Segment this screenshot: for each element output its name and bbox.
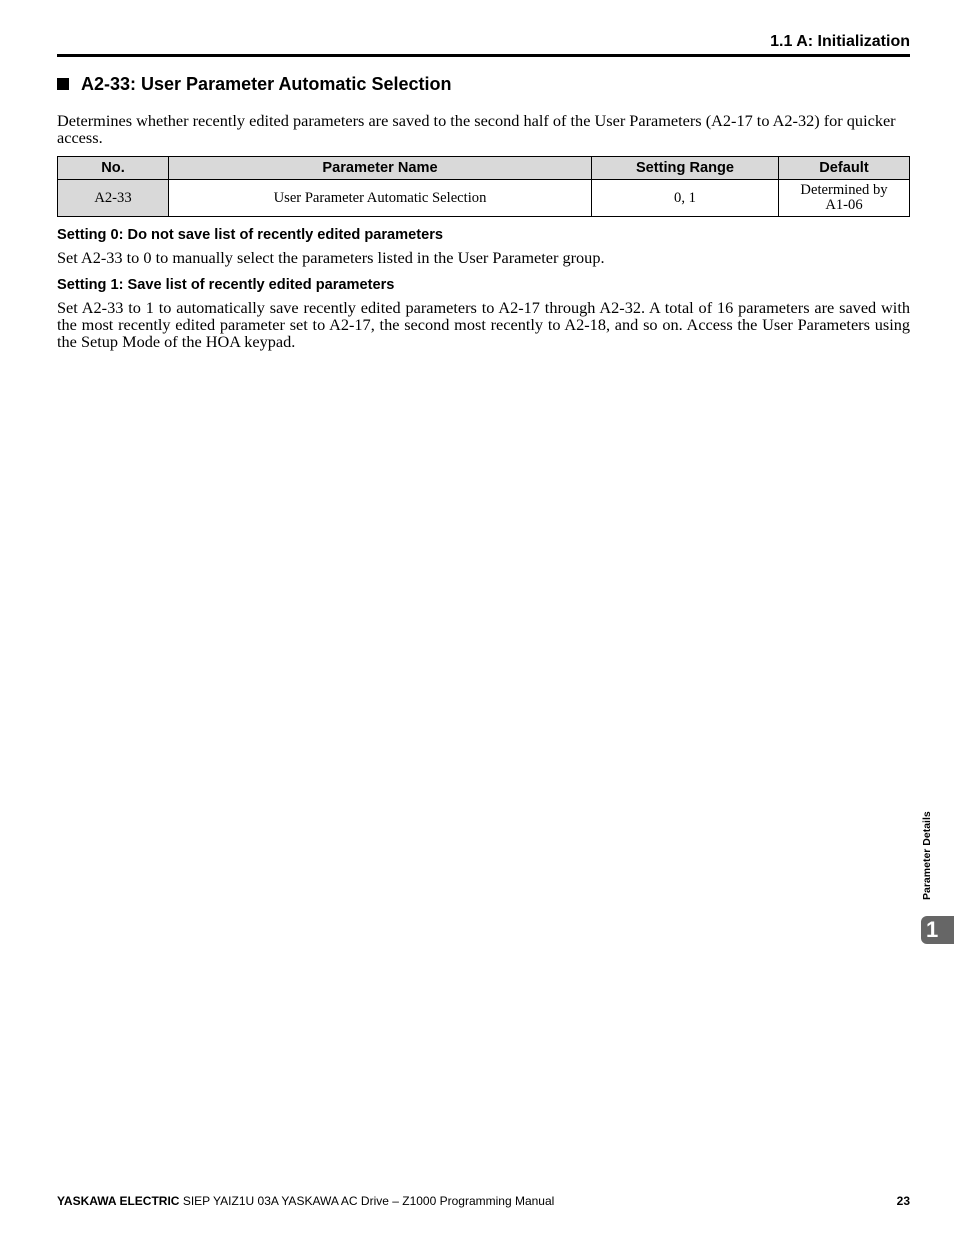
chapter-tab: 1 <box>921 916 954 944</box>
column-header: Default <box>779 157 910 180</box>
cell-parameter-name: User Parameter Automatic Selection <box>169 180 592 217</box>
setting-1-text: Set A2-33 to 1 to automatically save recently edited parameters to A2-17 through A2-32. A total of 16 parameters are saved with the most recently edited parameter set to A2-17, the second most recently to A2-18, and so on. Access the User Parameters using the Setup Mode of the HOA keypad. <box>57 298 910 351</box>
intro-paragraph: Determines whether recently edited parameters are saved to the second half of the User Parameters (A2-17 to A2-32) for quicker access. <box>57 111 896 147</box>
column-header: Setting Range <box>592 157 779 180</box>
table-header-row <box>58 157 910 180</box>
header-rule <box>57 54 910 57</box>
setting-0-text: Set A2-33 to 0 to manually select the parameters listed in the User Parameter group. <box>57 248 605 267</box>
column-header: Parameter Name <box>169 157 592 180</box>
footer-document-title: SIEP YAIZ1U 03A YASKAWA AC Drive – Z1000 Programming Manual <box>182 1194 555 1208</box>
cell-parameter-no: A2-33 <box>58 180 169 217</box>
cell-setting-range: 0, 1 <box>592 180 779 217</box>
parameter-table <box>57 156 910 217</box>
side-tab-label: Parameter Details <box>921 811 933 900</box>
section-title <box>57 74 451 95</box>
column-header: No. <box>58 157 169 180</box>
cell-default <box>779 180 910 217</box>
running-header: 1.1 A: Initialization <box>770 33 910 50</box>
section-title-text: A2-33: User Parameter Automatic Selection <box>81 74 452 94</box>
setting-0-heading: Setting 0: Do not save list of recently edited parameters <box>57 227 444 243</box>
page-footer <box>57 1194 910 1208</box>
default-value-text: Determined by A1-06 <box>800 182 888 213</box>
setting-1-heading: Setting 1: Save list of recently edited parameters <box>57 277 395 293</box>
footer-brand: YASKAWA ELECTRIC <box>57 1194 180 1208</box>
table-row <box>58 180 910 217</box>
page-number: 23 <box>896 1194 910 1208</box>
section-bullet-icon <box>57 78 69 90</box>
